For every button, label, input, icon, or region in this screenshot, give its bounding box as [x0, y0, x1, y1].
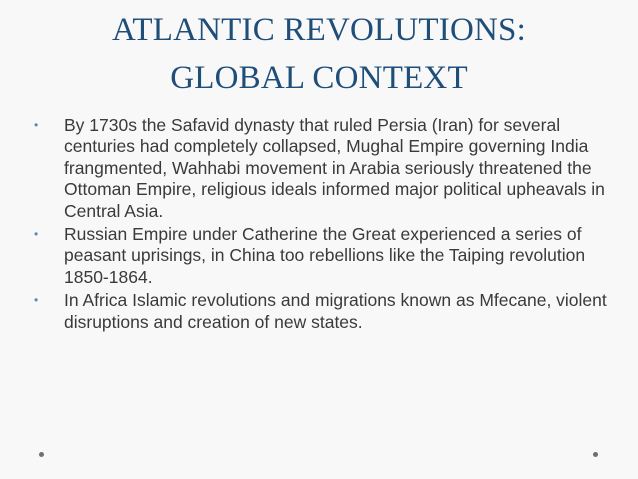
- bullet-text: Russian Empire under Catherine the Great experienced a series of peasant uprisings, in China too rebellions like the Taiping revolution 1850-1864.: [64, 224, 586, 287]
- bullet-marker-icon: •: [34, 227, 39, 242]
- slide-title: [40, 6, 598, 102]
- footer-right-dot-icon: [593, 452, 598, 457]
- bullet-item: [34, 224, 614, 288]
- slide-title-line-1: ATLANTIC REVOLUTIONS:: [112, 12, 526, 48]
- bullet-text: By 1730s the Safavid dynasty that ruled Persia (Iran) for several centuries had completely collapsed, Mughal Empire governing India frangmented, Wahhabi movement in Arabia seriously threatened the Ottoman Empire, religious ideals informed major political upheavals in Central Asia.: [64, 115, 605, 221]
- bullet-item: [34, 115, 614, 222]
- bullet-marker-icon: •: [34, 293, 39, 308]
- bullet-text: In Africa Islamic revolutions and migrations known as Mfecane, violent disruptions and creation of new states.: [64, 290, 607, 332]
- bullet-list: [34, 115, 614, 335]
- footer-left-dot-icon: [39, 452, 44, 457]
- bullet-item: [34, 290, 614, 333]
- slide-title-line-2: GLOBAL CONTEXT: [170, 60, 468, 96]
- bullet-marker-icon: •: [34, 118, 39, 132]
